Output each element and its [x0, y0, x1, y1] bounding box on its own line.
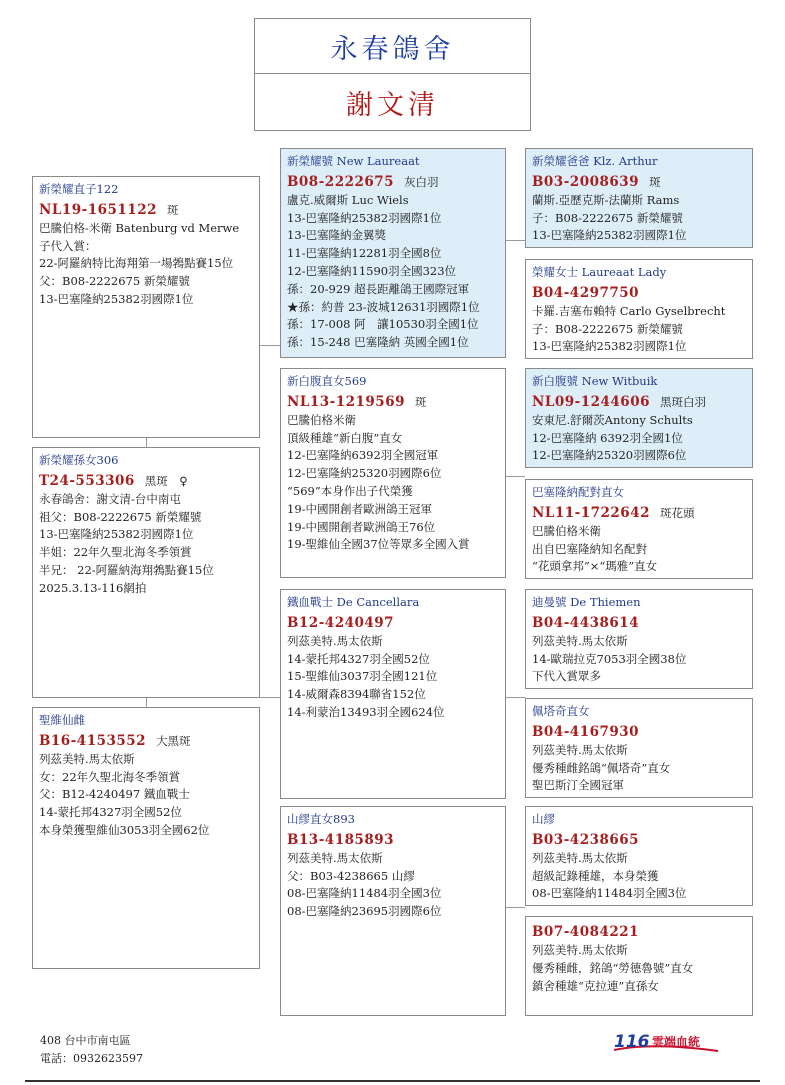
bottom-rule: [25, 1080, 760, 1082]
detail-line: 本身榮獲聖維仙3053羽全國62位: [39, 822, 210, 837]
detail-line: 子：B08-2222675 新榮耀號: [532, 321, 683, 336]
detail-line: 列茲美特.馬太依斯: [532, 633, 628, 648]
pigeon-color: 斑花頭: [659, 505, 695, 520]
ring-number: B16-4153552: [39, 732, 147, 749]
pigeon-color: 大黑斑: [156, 733, 191, 748]
detail-line: 13-巴塞隆納金翼獎: [287, 228, 387, 243]
detail-line: 盧克.威爾斯 Luc Wiels: [287, 192, 409, 207]
detail-line: 14-利蒙治13493羽全國624位: [287, 704, 445, 719]
pigeon-color: 黑斑 ♀: [144, 473, 188, 488]
detail-line: 08-巴塞隆納11484羽全國3位: [287, 886, 442, 901]
pigeon-name: 鐵血戰士 De Cancellara: [287, 595, 420, 609]
pigeon-name: 山繆: [532, 812, 555, 826]
owner-name-box: [254, 73, 531, 131]
detail-line: 列茲美特.馬太依斯: [532, 742, 628, 757]
detail-line: “569”本身作出子代榮獲: [287, 483, 413, 498]
ring-number: B04-4438614: [532, 614, 640, 631]
ring-number: NL09-1244606: [532, 393, 650, 410]
detail-line: 永春鴿舍：謝文清-台中南屯: [39, 491, 181, 506]
owner-name: 謝文清: [346, 89, 439, 121]
ring-number: B12-4240497: [287, 614, 395, 631]
detail-line: 出自巴塞隆納知名配對: [532, 541, 647, 556]
ring-number: B03-4238665: [532, 831, 640, 848]
pigeon-name: 新榮耀直子122: [39, 182, 119, 196]
pigeon-name: 新白腹直女569: [287, 374, 367, 388]
detail-line: 14-蒙托邦4327羽全國52位: [287, 651, 430, 666]
detail-line: 聖巴斯汀全國冠軍: [532, 778, 624, 793]
detail-line: ★孫：約普 23-波城12631羽國際1位: [287, 299, 480, 314]
connector: [146, 437, 147, 447]
brand-logo: [612, 1030, 722, 1056]
pigeon-card-dam: [280, 368, 506, 578]
connector: [505, 907, 525, 908]
detail-line: 父：B03-4238665 山繆: [287, 868, 415, 883]
detail-line: 女：22年久聖北海冬季領賞: [39, 769, 181, 784]
pigeon-color: 斑: [649, 174, 661, 189]
loft-name-box: [254, 18, 531, 74]
pigeon-card-granddam-3: [525, 698, 753, 798]
detail-line: 13-巴塞隆納25382羽國際1位: [287, 210, 442, 225]
ring-number: B07-4084221: [532, 924, 640, 940]
detail-line: 優秀種雌，銘鴿“勞德魯號”直女: [532, 960, 694, 975]
connector: [505, 697, 525, 698]
pigeon-name: 巴塞隆納配對直女: [532, 485, 624, 499]
connector: [505, 240, 525, 241]
ring-number: NL13-1219569: [287, 393, 405, 410]
detail-line: 19-中國開創者歐洲鴿王76位: [287, 519, 436, 534]
pigeon-name: 新白腹號 New Witbuik: [532, 374, 658, 388]
detail-line: 半姐：22年久聖北海冬季領賞: [39, 545, 192, 560]
detail-line: 14-威爾森8394聯省152位: [287, 687, 426, 702]
detail-line: 19-聖維仙全國37位等眾多全國入賞: [287, 537, 470, 552]
loft-name: 永春鴿舍: [330, 33, 455, 65]
pigeon-card-granddam-1: [525, 259, 753, 359]
pigeon-card-subject-1: [32, 176, 260, 438]
pigeon-card-granddam-4: [525, 916, 753, 1016]
ring-number: B04-4297750: [532, 284, 640, 301]
pigeon-color: 黑斑白羽: [659, 394, 706, 409]
detail-line: 子：B08-2222675 新榮耀號: [532, 210, 683, 225]
detail-line: 祖父：B08-2222675 新榮耀號: [39, 509, 202, 524]
pigeon-color: 灰白羽: [404, 174, 439, 189]
detail-line: 列茲美特.馬太依斯: [532, 850, 628, 865]
pigeon-card-subject-3: [32, 707, 260, 969]
ring-number: B13-4185893: [287, 831, 395, 848]
detail-line: 優秀種雌銘鴿“佩塔奇”直女: [532, 760, 671, 775]
detail-line: 14-歐瑞拉克7053羽全國38位: [532, 651, 687, 666]
detail-line: 22-阿羅納特比海翔第一場鵓點賽15位: [39, 256, 234, 271]
detail-line: 13-巴塞隆納25382羽國際1位: [39, 291, 194, 306]
pigeon-card-sire-2: [280, 589, 506, 799]
detail-line: 列茲美特.馬太依斯: [532, 943, 628, 957]
pigeon-name: 佩塔奇直女: [532, 704, 590, 718]
pigeon-name: 新榮耀爸爸 Klz. Arthur: [532, 154, 658, 168]
pigeon-name: 榮耀女士 Laureaat Lady: [532, 265, 667, 279]
detail-line: 列茲美特.馬太依斯: [39, 751, 135, 766]
detail-line: 孫：17-008 阿 讓10530羽全國1位: [287, 317, 479, 332]
ring-number: T24-553306: [39, 472, 135, 489]
pigeon-name: 新榮耀號 New Laureaat: [287, 154, 420, 168]
pigeon-card-grandsire-4: [525, 806, 753, 906]
detail-line: 08-巴塞隆納23695羽國際6位: [287, 904, 442, 919]
connector: [146, 697, 147, 707]
pigeon-card-dam-2: [280, 806, 506, 1016]
detail-line: 孫：20-929 超長距離鴿王國際冠軍: [287, 281, 470, 296]
logo-text: 雲端血統: [652, 1035, 701, 1049]
detail-line: 列茲美特.馬太依斯: [287, 633, 383, 648]
pigeon-card-grandsire-1: [525, 148, 753, 248]
ring-number: B08-2222675: [287, 173, 395, 190]
detail-line: 父：B12-4240497 鐵血戰士: [39, 787, 190, 802]
detail-line: 列茲美特.馬太依斯: [287, 850, 383, 865]
ring-number: B03-2008639: [532, 173, 640, 190]
detail-line: “花頭拿邦”×“瑪雅”直女: [532, 559, 658, 574]
detail-line: 安東尼.舒爾茨Antony Schults: [532, 412, 693, 427]
detail-line: 2025.3.13-116網拍: [39, 580, 147, 595]
detail-line: 頂級種雄“新白腹”直女: [287, 430, 403, 445]
detail-line: 巴騰伯格米衛: [287, 412, 356, 427]
logo-number: 116: [614, 1032, 650, 1052]
footer-phone: 電話：0932623597: [40, 1052, 143, 1065]
detail-line: 蘭斯.亞歷克斯-法蘭斯 Rams: [532, 192, 680, 207]
detail-line: 15-聖維仙3037羽全國121位: [287, 669, 438, 684]
connector: [505, 476, 525, 477]
connector: [260, 345, 280, 346]
detail-line: 12-巴塞隆納11590羽全國323位: [287, 263, 457, 278]
detail-line: 11-巴塞隆納12281羽全國8位: [287, 246, 442, 261]
detail-line: 巴騰伯格-米衛 Batenburg vd Merwe: [39, 220, 240, 235]
pigeon-name: 迪曼號 De Thiemen: [532, 595, 641, 609]
detail-line: 半兄： 22-阿羅納海翔鵓點賽15位: [39, 562, 214, 577]
detail-line: 19-中國開創者歐洲鴿王冠軍: [287, 501, 433, 516]
detail-line: 12-巴塞隆納25320羽國際6位: [532, 448, 687, 463]
connector: [260, 697, 280, 698]
pigeon-card-sire: [280, 148, 506, 358]
detail-line: 鎮舍種雄“克拉連”直孫女: [532, 978, 659, 993]
pigeon-card-grandsire-3: [525, 589, 753, 689]
detail-line: 13-巴塞隆納25382羽國際1位: [532, 339, 687, 354]
ring-number: B04-4167930: [532, 723, 640, 740]
detail-line: 下代入賞眾多: [532, 669, 601, 684]
pigeon-name: 山繆直女893: [287, 812, 355, 826]
logo-graphic: [612, 1030, 722, 1056]
detail-line: 13-巴塞隆納25382羽國際1位: [39, 527, 194, 542]
pigeon-color: 斑: [166, 202, 179, 217]
pigeon-card-granddam-2: [525, 479, 753, 579]
ring-number: NL19-1651122: [39, 201, 157, 218]
pigeon-card-grandsire-2: [525, 368, 753, 468]
footer-address: 408 台中市南屯區: [40, 1034, 131, 1047]
detail-line: 12-巴塞隆納 6392羽全國1位: [532, 430, 683, 445]
detail-line: 孫：15-248 巴塞隆納 英國全國1位: [287, 335, 469, 350]
detail-line: 08-巴塞隆納11484羽全國3位: [532, 886, 687, 901]
pigeon-card-subject-2: [32, 447, 260, 698]
pigeon-name: 新榮耀孫女306: [39, 453, 119, 467]
detail-line: 14-蒙托邦4327羽全國52位: [39, 805, 182, 820]
detail-line: 子代入賞：: [39, 238, 97, 253]
detail-line: 卡羅.吉塞布賴特 Carlo Gyselbrecht: [532, 303, 726, 318]
ring-number: NL11-1722642: [532, 504, 650, 521]
detail-line: 父：B08-2222675 新榮耀號: [39, 274, 190, 289]
detail-line: 12-巴塞隆納6392羽全國冠軍: [287, 448, 439, 463]
pigeon-name: 聖維仙雌: [39, 713, 85, 727]
detail-line: 12-巴塞隆納25320羽國際6位: [287, 466, 442, 481]
detail-line: 超級記錄種雄，本身榮獲: [532, 868, 659, 883]
pigeon-color: 斑: [414, 394, 427, 409]
detail-line: 巴騰伯格米衛: [532, 523, 601, 538]
detail-line: 13-巴塞隆納25382羽國際1位: [532, 228, 687, 243]
